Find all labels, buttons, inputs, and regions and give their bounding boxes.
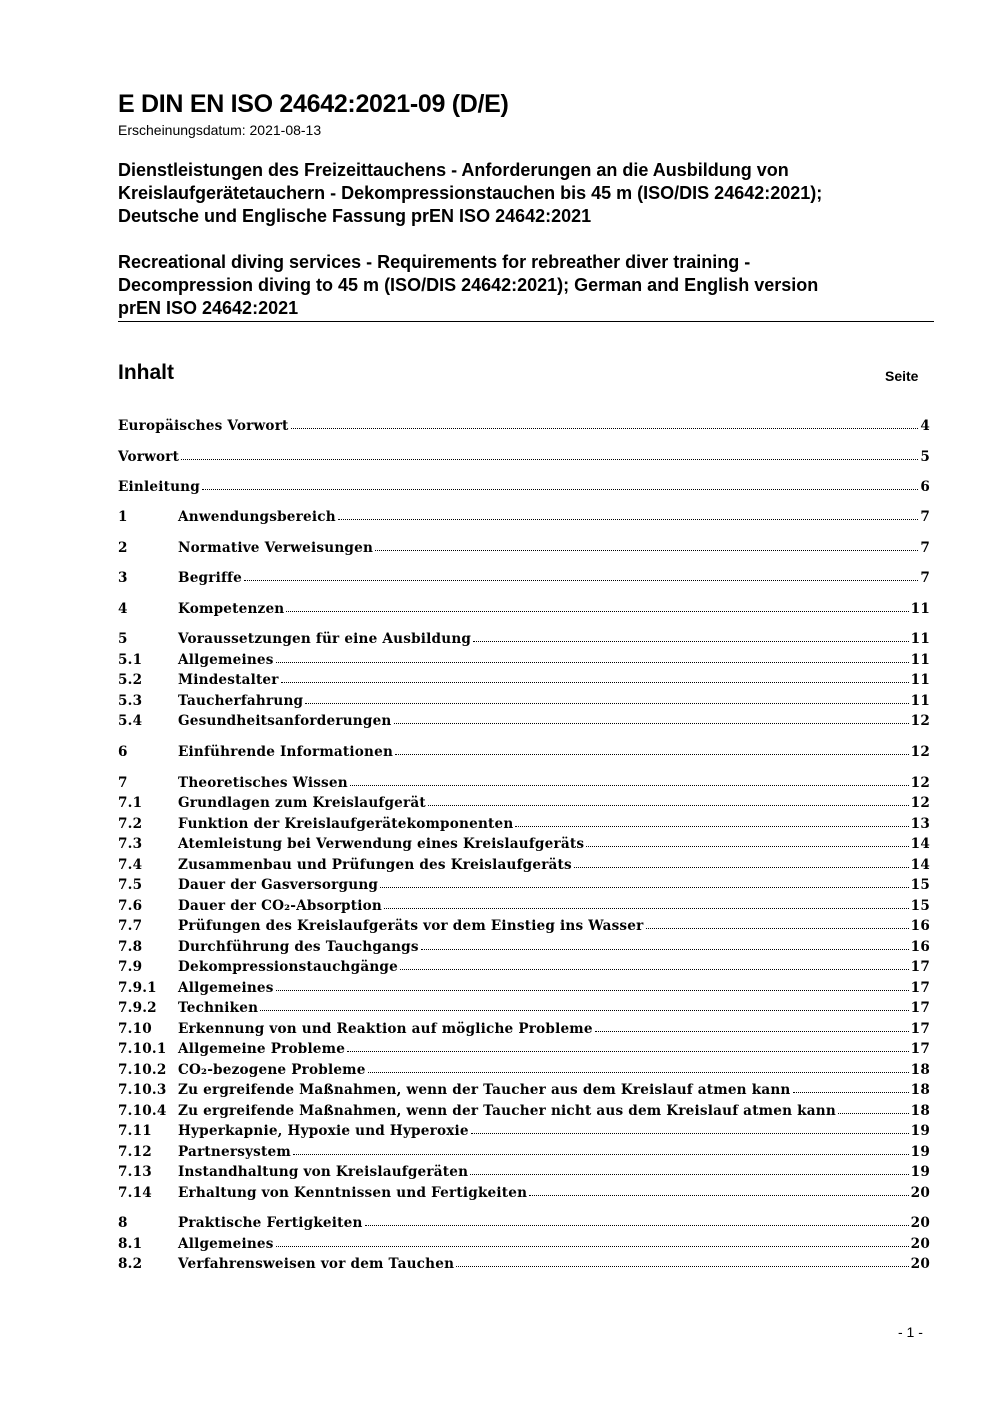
toc-entry-title: Praktische Fertigkeiten (178, 1215, 363, 1231)
toc-entry-page: 7 (920, 540, 930, 556)
title-german-line: Deutsche und Englische Fassung prEN ISO 24642:2021 (118, 206, 592, 226)
toc-dot-leader (394, 713, 909, 724)
toc-entry-page: 11 (910, 672, 930, 688)
toc-entry-number: 8 (118, 1215, 128, 1231)
toc-entry-page: 19 (910, 1164, 930, 1180)
toc-dot-leader (244, 570, 918, 581)
toc-dot-leader (646, 918, 909, 929)
toc-entry-number: 5 (118, 631, 128, 647)
toc-entry-number: 8.2 (118, 1256, 143, 1272)
toc-entry-title: Vorwort (118, 449, 180, 465)
toc-entry-title: Gesundheitsanforderungen (178, 713, 392, 729)
toc-entry-number: 1 (118, 509, 128, 525)
toc-entry[interactable] (118, 418, 930, 438)
toc-entry-number: 7.12 (118, 1144, 152, 1160)
toc-entry-number: 7.10.2 (118, 1062, 167, 1078)
toc-entry[interactable] (118, 672, 930, 692)
toc-entry-title: Partnersystem (178, 1144, 291, 1160)
toc-entry-title: Einleitung (118, 479, 200, 495)
toc-entry-number: 7.9.2 (118, 1000, 157, 1016)
toc-entry-title: Anwendungsbereich (178, 509, 336, 525)
toc-entry[interactable] (118, 713, 930, 733)
toc-entry-title: Theoretisches Wissen (178, 775, 348, 791)
toc-entry-page: 20 (910, 1185, 930, 1201)
toc-dot-leader (421, 939, 909, 950)
toc-dot-leader (529, 1185, 908, 1196)
toc-dot-leader (368, 1062, 909, 1073)
toc-entry-title: Zu ergreifende Maßnahmen, wenn der Taucher nicht aus dem Kreislauf atmen kann (178, 1103, 836, 1119)
toc-dot-leader (375, 540, 918, 551)
toc-entry-page: 15 (910, 877, 930, 893)
publication-date: Erscheinungsdatum: 2021-08-13 (118, 122, 322, 138)
toc-dot-leader (456, 1256, 909, 1267)
toc-dot-leader (473, 631, 909, 642)
toc-dot-leader (286, 601, 908, 612)
toc-entry-number: 7.2 (118, 816, 143, 832)
toc-entry-number: 7.13 (118, 1164, 152, 1180)
toc-entry-page: 20 (910, 1215, 930, 1231)
toc-entry-title: Voraussetzungen für eine Ausbildung (178, 631, 472, 647)
toc-dot-leader (574, 857, 909, 868)
toc-entry-page: 17 (910, 980, 930, 996)
toc-entry[interactable] (118, 1021, 930, 1041)
toc-entry-title: Europäisches Vorwort (118, 418, 289, 434)
toc-entry-title: Techniken (178, 1000, 259, 1016)
toc-entry[interactable] (118, 877, 930, 897)
toc-dot-leader (470, 1164, 908, 1175)
toc-entry-page: 11 (910, 631, 930, 647)
toc-heading: Inhalt (118, 361, 174, 384)
toc-entry-title: Durchführung des Tauchgangs (178, 939, 419, 955)
toc-entry[interactable] (118, 1082, 930, 1102)
toc-entry[interactable] (118, 631, 930, 651)
toc-entry-page: 18 (910, 1103, 930, 1119)
toc-entry[interactable] (118, 1000, 930, 1020)
toc-dot-leader (586, 836, 909, 847)
toc-entry-page: 20 (910, 1236, 930, 1252)
toc-dot-leader (338, 509, 919, 520)
toc-entry-number: 3 (118, 570, 128, 586)
toc-entry[interactable] (118, 1103, 930, 1123)
toc-entry-title: Funktion der Kreislaufgerätekomponenten (178, 816, 514, 832)
toc-entry[interactable] (118, 1256, 930, 1276)
document-id: E DIN EN ISO 24642:2021-09 (D/E) (118, 90, 509, 118)
toc-dot-leader (428, 795, 909, 806)
toc-entry[interactable] (118, 918, 930, 938)
title-divider (118, 321, 934, 322)
toc-page-label: Seite (885, 368, 919, 384)
toc-entry[interactable] (118, 939, 930, 959)
toc-entry[interactable] (118, 1215, 930, 1235)
toc-entry-number: 7.1 (118, 795, 143, 811)
toc-entry-title: Atemleistung bei Verwendung eines Kreislaufgeräts (178, 836, 585, 852)
toc-entry[interactable] (118, 898, 930, 918)
toc-entry-page: 12 (910, 795, 930, 811)
toc-entry-number: 7.3 (118, 836, 143, 852)
toc-entry-page: 17 (910, 1021, 930, 1037)
toc-entry[interactable] (118, 1123, 930, 1143)
toc-entry[interactable] (118, 959, 930, 979)
toc-entry-page: 11 (910, 652, 930, 668)
toc-entry-number: 7.5 (118, 877, 143, 893)
toc-entry-title: Erkennung von und Reaktion auf mögliche Probleme (178, 1021, 593, 1037)
toc-entry-page: 12 (910, 744, 930, 760)
toc-entry-number: 6 (118, 744, 128, 760)
toc-entry[interactable] (118, 980, 930, 1000)
title-german (118, 159, 938, 228)
title-english (118, 251, 938, 320)
toc-entry-title: Grundlagen zum Kreislaufgerät (178, 795, 426, 811)
toc-entry-page: 18 (910, 1062, 930, 1078)
toc-entry-number: 4 (118, 601, 128, 617)
toc-entry[interactable] (118, 652, 930, 672)
toc-entry-title: Instandhaltung von Kreislaufgeräten (178, 1164, 469, 1180)
toc-dot-leader (838, 1103, 909, 1114)
toc-entry-page: 12 (910, 775, 930, 791)
toc-entry-title: Mindestalter (178, 672, 279, 688)
title-german-line: Dienstleistungen des Freizeittauchens - Anforderungen an die Ausbildung von (118, 160, 789, 180)
toc-entry-page: 15 (910, 898, 930, 914)
toc-entry-page: 16 (910, 918, 930, 934)
toc-dot-leader (276, 652, 909, 663)
toc-entry-page: 7 (920, 509, 930, 525)
toc-entry-page: 20 (910, 1256, 930, 1272)
toc-dot-leader (260, 1000, 909, 1011)
toc-entry-number: 7.10.3 (118, 1082, 167, 1098)
toc-entry-page: 7 (920, 570, 930, 586)
toc-entry-page: 11 (910, 601, 930, 617)
toc-entry[interactable] (118, 601, 930, 621)
toc-entry[interactable] (118, 509, 930, 529)
title-english-line: Recreational diving services - Requirements for rebreather diver training - (118, 252, 751, 272)
toc-dot-leader (350, 775, 909, 786)
toc-entry-title: Normative Verweisungen (178, 540, 374, 556)
title-english-line: prEN ISO 24642:2021 (118, 298, 299, 318)
toc-dot-leader (347, 1041, 909, 1052)
toc-entry-number: 7.9.1 (118, 980, 157, 996)
toc-entry-title: Allgemeines (178, 980, 274, 996)
toc-entry-title: Erhaltung von Kenntnissen und Fertigkeiten (178, 1185, 528, 1201)
toc-entry-number: 5.2 (118, 672, 143, 688)
toc-entry[interactable] (118, 795, 930, 815)
toc-entry-number: 5.3 (118, 693, 143, 709)
toc-entry[interactable] (118, 693, 930, 713)
toc-entry-title: Allgemeine Probleme (178, 1041, 346, 1057)
toc-entry-number: 2 (118, 540, 128, 556)
toc-entry-page: 17 (910, 1041, 930, 1057)
toc-dot-leader (395, 744, 909, 755)
toc-dot-leader (293, 1144, 909, 1155)
toc-dot-leader (276, 1236, 909, 1247)
toc-dot-leader (291, 418, 919, 429)
toc-entry-title: Verfahrensweisen vor dem Tauchen (178, 1256, 455, 1272)
toc-entry-title: Begriffe (178, 570, 242, 586)
toc-entry[interactable] (118, 744, 930, 764)
toc-dot-leader (515, 816, 908, 827)
toc-entry-number: 7.9 (118, 959, 143, 975)
toc-entry-number: 7.10 (118, 1021, 152, 1037)
toc-entry-page: 5 (920, 449, 930, 465)
toc-entry-title: Zu ergreifende Maßnahmen, wenn der Taucher aus dem Kreislauf atmen kann (178, 1082, 791, 1098)
toc-entry-number: 7.14 (118, 1185, 152, 1201)
toc-entry-page: 19 (910, 1123, 930, 1139)
toc-entry-page: 18 (910, 1082, 930, 1098)
toc-entry-title: Dekompressionstauchgänge (178, 959, 398, 975)
toc-entry-title: Allgemeines (178, 1236, 274, 1252)
toc-entry-title: Prüfungen des Kreislaufgeräts vor dem Einstieg ins Wasser (178, 918, 644, 934)
page-number: - 1 - (898, 1324, 923, 1340)
toc-dot-leader (181, 449, 918, 460)
toc-entry[interactable] (118, 570, 930, 590)
toc-entry[interactable] (118, 857, 930, 877)
toc-entry[interactable] (118, 1041, 930, 1061)
toc-dot-leader (276, 980, 909, 991)
toc-dot-leader (380, 877, 909, 888)
toc-entry-title: Dauer der Gasversorgung (178, 877, 379, 893)
toc-entry-title: Taucherfahrung (178, 693, 304, 709)
toc-entry-page: 16 (910, 939, 930, 955)
toc-dot-leader (400, 959, 909, 970)
toc-entry[interactable] (118, 1236, 930, 1256)
toc-entry-page: 14 (910, 857, 930, 873)
title-english-line: Decompression diving to 45 m (ISO/DIS 24642:2021); German and English version (118, 275, 819, 295)
toc-entry[interactable] (118, 775, 930, 795)
toc-entry-title: CO₂-bezogene Probleme (178, 1062, 366, 1078)
toc-entry[interactable] (118, 1185, 930, 1205)
toc-entry[interactable] (118, 1164, 930, 1184)
toc-entry-number: 7 (118, 775, 128, 791)
toc-entry-number: 7.7 (118, 918, 143, 934)
toc-entry-title: Einführende Informationen (178, 744, 394, 760)
toc-entry-number: 5.1 (118, 652, 143, 668)
toc-entry-page: 11 (910, 693, 930, 709)
toc-dot-leader (202, 479, 918, 490)
toc-entry-page: 17 (910, 1000, 930, 1016)
title-german-line: Kreislaufgerätetauchern - Dekompressionstauchen bis 45 m (ISO/DIS 24642:2021); (118, 183, 823, 203)
toc-entry-page: 14 (910, 836, 930, 852)
toc-entry-page: 19 (910, 1144, 930, 1160)
toc-entry-page: 17 (910, 959, 930, 975)
toc-entry-title: Hyperkapnie, Hypoxie und Hyperoxie (178, 1123, 469, 1139)
toc-dot-leader (793, 1082, 909, 1093)
toc-entry-number: 5.4 (118, 713, 143, 729)
toc-entry-number: 7.11 (118, 1123, 152, 1139)
toc-entry-title: Allgemeines (178, 652, 274, 668)
toc-entry-number: 7.10.4 (118, 1103, 167, 1119)
toc-entry-number: 8.1 (118, 1236, 143, 1252)
toc-entry-page: 6 (920, 479, 930, 495)
toc-dot-leader (281, 672, 909, 683)
toc-entry-title: Dauer der CO₂-Absorption (178, 898, 382, 914)
toc-dot-leader (365, 1215, 909, 1226)
toc-entry-number: 7.8 (118, 939, 143, 955)
toc-entry[interactable] (118, 1062, 930, 1082)
toc-entry[interactable] (118, 1144, 930, 1164)
toc-entry-page: 4 (920, 418, 930, 434)
toc-entry-title: Zusammenbau und Prüfungen des Kreislaufgeräts (178, 857, 572, 873)
toc-entry-title: Kompetenzen (178, 601, 285, 617)
toc-entry[interactable] (118, 540, 930, 560)
toc-entry[interactable] (118, 479, 930, 499)
toc-dot-leader (305, 693, 908, 704)
toc-entry-number: 7.10.1 (118, 1041, 167, 1057)
toc-entry-page: 12 (910, 713, 930, 729)
toc-dot-leader (471, 1123, 909, 1134)
toc-dot-leader (595, 1021, 909, 1032)
toc-entry[interactable] (118, 816, 930, 836)
toc-dot-leader (384, 898, 909, 909)
toc-entry[interactable] (118, 836, 930, 856)
toc-entry-page: 13 (910, 816, 930, 832)
toc-entry-number: 7.4 (118, 857, 143, 873)
toc-entry[interactable] (118, 449, 930, 469)
toc-entry-number: 7.6 (118, 898, 143, 914)
